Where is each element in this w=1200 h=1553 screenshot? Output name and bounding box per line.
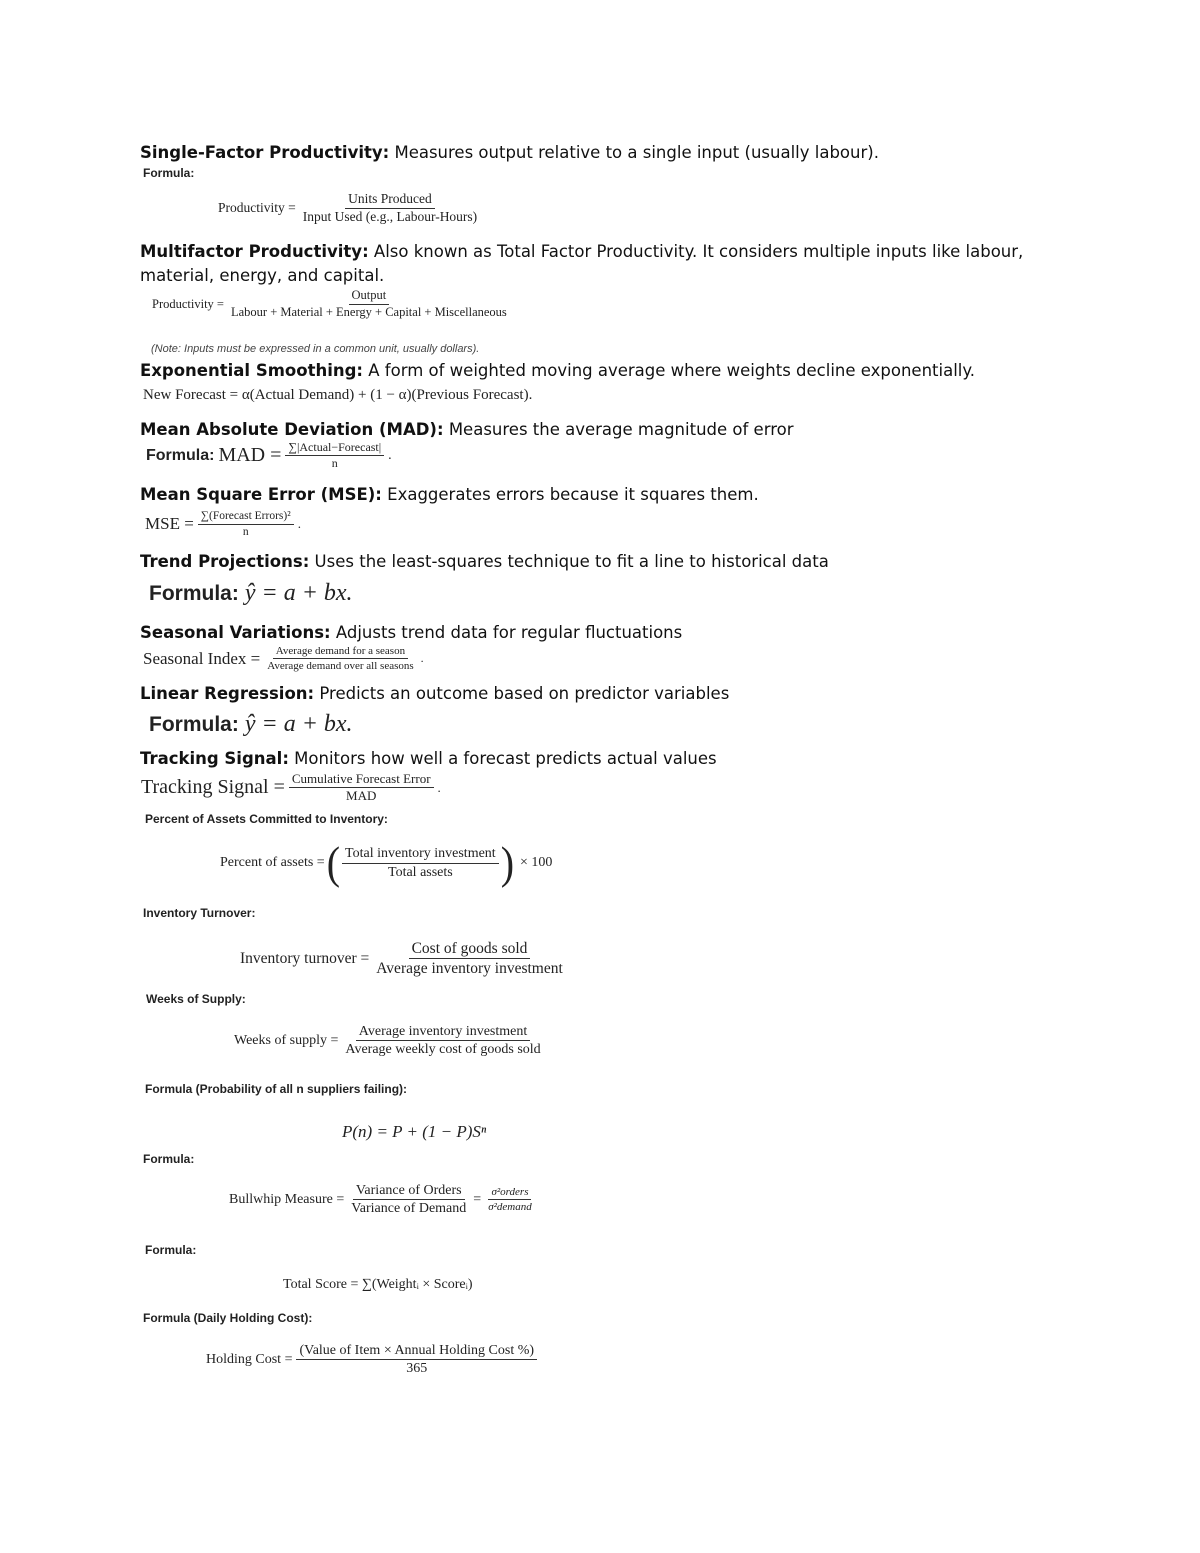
- trend-desc: Uses the least-squares technique to fit a line to historical data: [309, 552, 829, 571]
- turnover-denominator: Average inventory investment: [376, 960, 563, 978]
- mad-desc: Measures the average magnitude of error: [443, 420, 794, 439]
- bullwhip-formula: [229, 1183, 539, 1217]
- es-heading: [140, 361, 975, 380]
- tracking-formula: [141, 772, 441, 804]
- bullwhip-denominator: Variance of Demand: [351, 1201, 467, 1217]
- close-paren-icon: ): [500, 836, 515, 889]
- trend-formula-label: Formula:: [149, 581, 239, 605]
- weeks-numerator: Average inventory investment: [356, 1024, 530, 1041]
- tracking-denominator: MAD: [346, 788, 377, 804]
- bullwhip-sigma-demand: σ²demand: [488, 1201, 532, 1214]
- seasonal-numerator: Average demand for a season: [273, 645, 408, 659]
- holding-formula: [206, 1343, 541, 1377]
- bullwhip-lhs: Bullwhip Measure =: [229, 1191, 345, 1207]
- linreg-desc: Predicts an outcome based on predictor variables: [314, 684, 730, 703]
- mfp-note: (Note: Inputs must be expressed in a common unit, usually dollars).: [151, 343, 480, 355]
- mse-formula: [145, 510, 301, 538]
- linreg-formula-label: Formula:: [149, 712, 239, 736]
- mad-heading: [140, 420, 794, 439]
- seasonal-tail: .: [420, 651, 424, 666]
- mse-term: Mean Square Error (MSE):: [140, 485, 382, 504]
- open-paren-icon: (: [326, 836, 341, 889]
- sfp-desc: Measures output relative to a single input (usually labour).: [389, 143, 879, 162]
- seasonal-lhs: Seasonal Index =: [143, 648, 261, 668]
- pct-assets-denominator: Total assets: [388, 864, 453, 880]
- mfp-lhs: Productivity =: [152, 296, 224, 311]
- pct-assets-tail: × 100: [520, 855, 553, 870]
- score-label: Formula:: [145, 1243, 197, 1257]
- tracking-desc: Monitors how well a forecast predicts actual values: [288, 749, 717, 768]
- es-formula: New Forecast = α(Actual Demand) + (1 − α)(Previous Forecast).: [143, 387, 533, 403]
- seasonal-term: Seasonal Variations:: [140, 623, 331, 642]
- sfp-denominator: Input Used (e.g., Labour-Hours): [302, 208, 478, 224]
- pct-assets-lhs: Percent of assets =: [220, 855, 325, 870]
- pct-assets-label: Percent of Assets Committed to Inventory:: [145, 812, 388, 826]
- trend-formula: [149, 580, 353, 607]
- trend-heading: [140, 552, 829, 571]
- weeks-label: Weeks of Supply:: [146, 992, 246, 1006]
- pct-assets-formula: [220, 836, 553, 889]
- mse-numerator: ∑(Forecast Errors)²: [198, 510, 294, 525]
- tracking-heading: [140, 749, 717, 768]
- holding-lhs: Holding Cost =: [206, 1351, 293, 1367]
- holding-numerator: (Value of Item × Annual Holding Cost %): [296, 1343, 537, 1360]
- mad-denominator: n: [331, 456, 338, 471]
- bullwhip-sigma-orders: σ²orders: [488, 1186, 531, 1200]
- weeks-lhs: Weeks of supply =: [234, 1032, 339, 1048]
- seasonal-heading: [140, 623, 682, 642]
- prob-formula: P(n) = P + (1 − P)Sⁿ: [342, 1122, 487, 1141]
- es-desc: A form of weighted moving average where weights decline exponentially.: [363, 361, 976, 380]
- mfp-desc: Also known as Total Factor Productivity. It considers multiple inputs like labour, material, energy, and capital.: [140, 242, 1024, 285]
- linreg-term: Linear Regression:: [140, 684, 315, 703]
- mad-formula-label: Formula:: [146, 446, 215, 464]
- seasonal-denominator: Average demand over all seasons: [267, 660, 414, 673]
- weeks-denominator: Average weekly cost of goods sold: [345, 1042, 541, 1058]
- mfp-term: Multifactor Productivity:: [140, 242, 369, 261]
- sfp-term: Single-Factor Productivity:: [140, 143, 390, 162]
- trend-equation: ŷ = a + bx.: [244, 580, 353, 606]
- seasonal-desc: Adjusts trend data for regular fluctuations: [330, 623, 683, 642]
- mse-heading: [140, 485, 759, 504]
- mad-term: Mean Absolute Deviation (MAD):: [140, 420, 444, 439]
- mad-lhs: MAD =: [218, 444, 282, 467]
- mad-numerator: ∑|Actual−Forecast|: [285, 441, 384, 456]
- tracking-lhs: Tracking Signal =: [141, 776, 285, 799]
- linreg-formula: [149, 711, 353, 738]
- weeks-formula: [234, 1024, 548, 1058]
- sfp-formula-label: Formula:: [143, 166, 195, 180]
- prob-label: Formula (Probability of all n suppliers failing):: [145, 1082, 408, 1096]
- pct-assets-numerator: Total inventory investment: [342, 846, 499, 863]
- mfp-heading: [140, 240, 1070, 288]
- mse-tail: .: [297, 516, 301, 532]
- sfp-numerator: Units Produced: [345, 192, 435, 209]
- turnover-lhs: Inventory turnover =: [240, 949, 370, 967]
- mse-denominator: n: [242, 525, 249, 538]
- tracking-numerator: Cumulative Forecast Error: [289, 772, 434, 788]
- bullwhip-eq: =: [473, 1191, 482, 1207]
- holding-label: Formula (Daily Holding Cost):: [143, 1311, 313, 1325]
- mad-formula: [146, 441, 392, 470]
- turnover-numerator: Cost of goods sold: [409, 940, 531, 959]
- holding-denominator: 365: [406, 1361, 428, 1377]
- turnover-formula: [240, 940, 570, 977]
- bullwhip-label: Formula:: [143, 1152, 195, 1166]
- mfp-numerator: Output: [349, 289, 390, 305]
- mfp-formula: [152, 289, 514, 320]
- es-term: Exponential Smoothing:: [140, 361, 364, 380]
- tracking-term: Tracking Signal:: [140, 749, 289, 768]
- seasonal-formula: [143, 645, 424, 672]
- trend-term: Trend Projections:: [140, 552, 310, 571]
- sfp-heading: [140, 143, 879, 162]
- mfp-denominator: Labour + Material + Energy + Capital + Miscellaneous: [230, 304, 507, 319]
- linreg-equation: ŷ = a + bx.: [244, 711, 353, 737]
- mad-tail: .: [388, 447, 392, 463]
- linreg-heading: [140, 684, 729, 703]
- turnover-label: Inventory Turnover:: [143, 906, 256, 920]
- sfp-formula: [218, 192, 484, 225]
- bullwhip-numerator: Variance of Orders: [353, 1183, 465, 1200]
- mse-desc: Exaggerates errors because it squares them.: [381, 485, 759, 504]
- sfp-lhs: Productivity =: [218, 200, 296, 216]
- tracking-tail: .: [437, 779, 441, 795]
- score-formula: Total Score = ∑(Weightᵢ × Scoreᵢ): [283, 1277, 473, 1292]
- mse-lhs: MSE =: [145, 514, 194, 534]
